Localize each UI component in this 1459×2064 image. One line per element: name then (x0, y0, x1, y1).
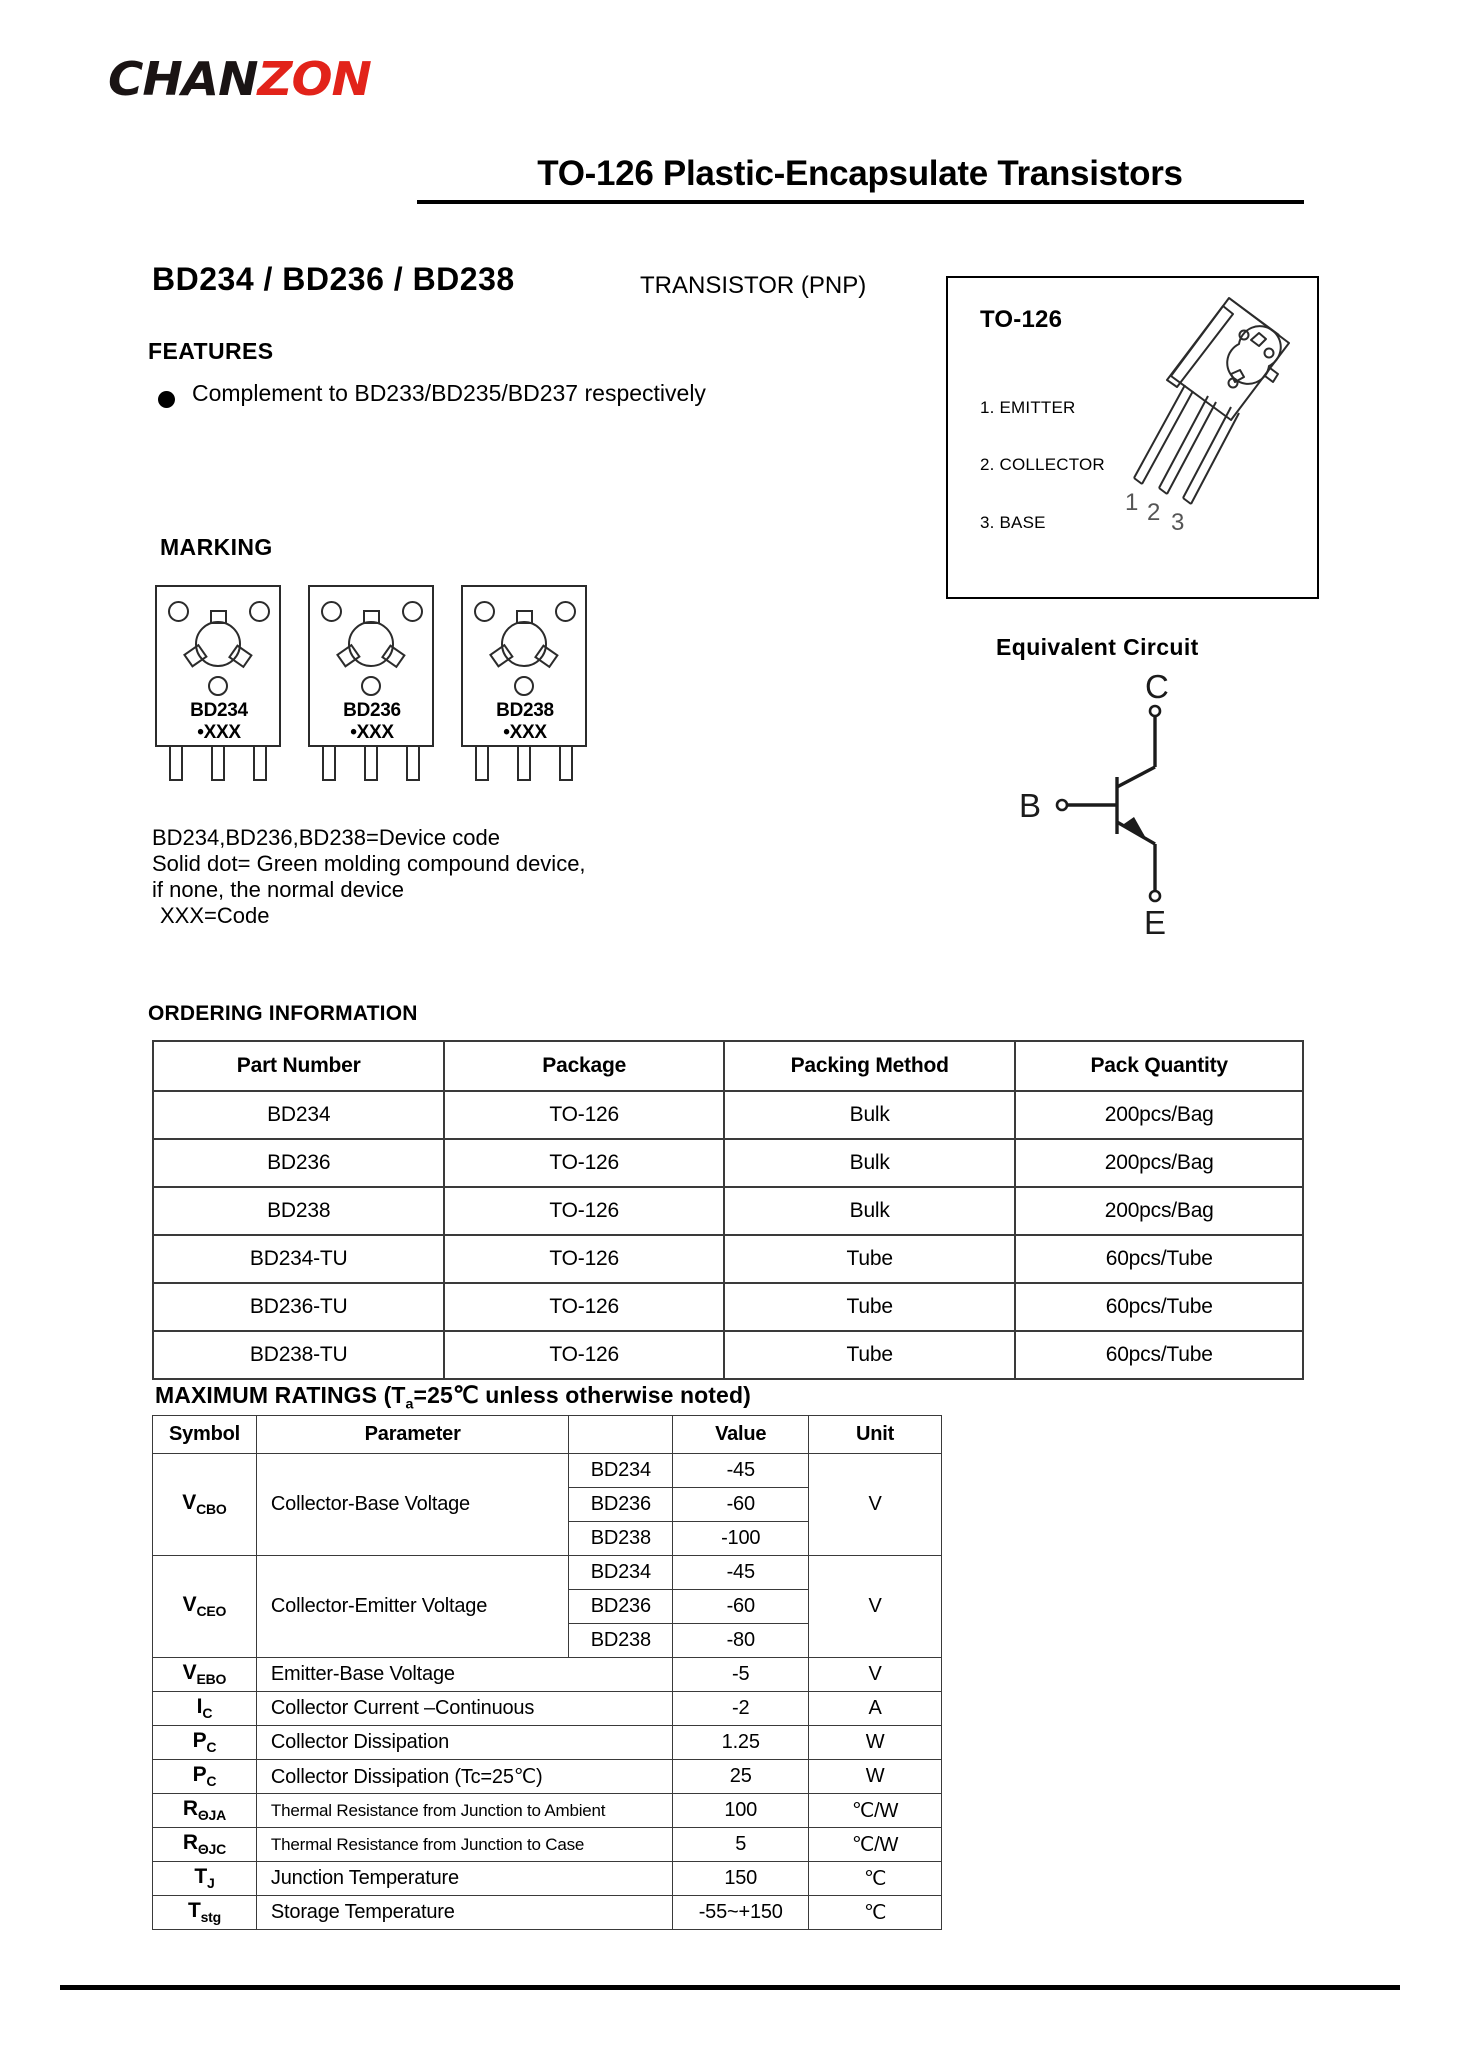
lead-2 (364, 745, 378, 781)
symbol-sub: C (206, 1739, 217, 1756)
marking-package-0 (155, 585, 283, 780)
lead-3 (406, 745, 420, 781)
footer-divider (60, 1985, 1400, 1990)
cell-device: BD238 (569, 1624, 673, 1658)
col-pack-quantity: Pack Quantity (1015, 1041, 1303, 1091)
symbol-main: V (182, 1661, 197, 1685)
table-row (153, 1235, 1303, 1283)
cell-packing-method: Bulk (724, 1187, 1015, 1235)
marking-dot-hole-icon (514, 676, 534, 696)
pin-label-1: 1. EMITTER (980, 398, 1076, 417)
cell-part-number: BD236 (153, 1139, 444, 1187)
cell-part-number: BD238-TU (153, 1331, 444, 1379)
cell-value: -60 (673, 1488, 809, 1522)
table-row (153, 1091, 1303, 1139)
page-title: TO-126 Plastic-Encapsulate Transistors (537, 154, 1183, 193)
ordering-information-table (152, 1040, 1304, 1380)
lead-3 (253, 745, 267, 781)
bullet-icon (158, 391, 175, 408)
cell-symbol-ic (153, 1692, 257, 1726)
marking-heading: MARKING (160, 534, 273, 560)
cell-packing-method: Bulk (724, 1139, 1015, 1187)
marking-code-0: BD234 (190, 700, 248, 721)
symbol-sub: stg (200, 1909, 221, 1926)
ratings-heading-suffix: =25℃ unless otherwise noted) (413, 1382, 751, 1408)
terminal-label-c: C (1145, 668, 1169, 705)
symbol-main: P (192, 1763, 207, 1787)
cell-packing-method: Bulk (724, 1091, 1015, 1139)
marking-package-2 (461, 585, 589, 780)
table-row (153, 1862, 942, 1896)
cell-unit: A (809, 1692, 942, 1726)
marking-note-1: Solid dot= Green molding compound device, (152, 851, 586, 876)
table-row (153, 1658, 942, 1692)
cell-parameter-tj: Junction Temperature (256, 1862, 672, 1896)
cell-unit: V (809, 1658, 942, 1692)
cell-package: TO-126 (444, 1331, 724, 1379)
cell-package: TO-126 (444, 1283, 724, 1331)
cell-symbol-vebo (153, 1658, 257, 1692)
cell-part-number: BD238 (153, 1187, 444, 1235)
cell-package: TO-126 (444, 1139, 724, 1187)
equivalent-circuit-title: Equivalent Circuit (996, 634, 1199, 660)
cell-device: BD236 (569, 1590, 673, 1624)
cell-value: 5 (673, 1828, 809, 1862)
title-divider (417, 200, 1304, 204)
cell-unit: W (809, 1760, 942, 1794)
marking-package-1 (308, 585, 436, 780)
cell-unit: ℃/W (809, 1794, 942, 1828)
lead-1 (322, 745, 336, 781)
lead-1 (169, 745, 183, 781)
cell-pack-quantity: 60pcs/Tube (1015, 1235, 1303, 1283)
symbol-main: P (192, 1729, 207, 1753)
cell-parameter-vcbo: Collector-Base Voltage (256, 1454, 568, 1556)
cell-parameter-pc-2: Collector Dissipation (Tc=25℃) (256, 1760, 672, 1794)
cell-pack-quantity: 200pcs/Bag (1015, 1187, 1303, 1235)
symbol-main: V (182, 1593, 197, 1617)
lead-2 (517, 745, 531, 781)
cell-value: -100 (673, 1522, 809, 1556)
package-title: TO-126 (980, 306, 1063, 333)
marking-dot-hole-icon (208, 676, 228, 696)
cell-value: -2 (673, 1692, 809, 1726)
svg-text:1: 1 (1125, 489, 1139, 516)
col-device (569, 1416, 673, 1454)
table-row (153, 1187, 1303, 1235)
cell-parameter-vceo: Collector-Emitter Voltage (256, 1556, 568, 1658)
symbol-main: V (182, 1491, 197, 1515)
cell-packing-method: Tube (724, 1331, 1015, 1379)
cell-packing-method: Tube (724, 1283, 1015, 1331)
to126-package-drawing-icon (1111, 288, 1311, 588)
marking-code-1: BD236 (343, 700, 401, 721)
chanzon-logo (108, 52, 371, 106)
marking-notes (152, 825, 586, 929)
cell-packing-method: Tube (724, 1235, 1015, 1283)
symbol-sub: EBO (196, 1671, 227, 1688)
cell-package: TO-126 (444, 1091, 724, 1139)
logo-text-chan: CHAN (108, 52, 258, 106)
table-row (153, 1692, 942, 1726)
cell-value: -80 (673, 1624, 809, 1658)
col-symbol: Symbol (153, 1416, 257, 1454)
cell-parameter-rthja: Thermal Resistance from Junction to Ambient (256, 1794, 672, 1828)
cell-value: 1.25 (673, 1726, 809, 1760)
cell-symbol-vcbo (153, 1454, 257, 1556)
cell-value: 25 (673, 1760, 809, 1794)
table-header-row (153, 1041, 1303, 1091)
cell-part-number: BD234 (153, 1091, 444, 1139)
cell-parameter-pc-1: Collector Dissipation (256, 1726, 672, 1760)
pin-label-2: 2. COLLECTOR (980, 455, 1105, 474)
cell-symbol-rthjc (153, 1828, 257, 1862)
feature-item-0: Complement to BD233/BD235/BD237 respectively (192, 380, 706, 406)
cell-parameter-vebo: Emitter-Base Voltage (256, 1658, 672, 1692)
cell-part-number: BD236-TU (153, 1283, 444, 1331)
svg-text:2: 2 (1147, 499, 1161, 526)
table-row (153, 1794, 942, 1828)
features-heading: FEATURES (148, 338, 274, 364)
cell-pack-quantity: 200pcs/Bag (1015, 1139, 1303, 1187)
symbol-main: T (187, 1899, 201, 1923)
symbol-sub: C (206, 1773, 217, 1790)
cell-device: BD236 (569, 1488, 673, 1522)
cell-parameter-rthjc: Thermal Resistance from Junction to Case (256, 1828, 672, 1862)
cell-unit: ℃ (809, 1896, 942, 1930)
table-row (153, 1331, 1303, 1379)
cell-symbol-rthja (153, 1794, 257, 1828)
cell-pack-quantity: 60pcs/Tube (1015, 1283, 1303, 1331)
lead-3 (559, 745, 573, 781)
ratings-heading-sub: a (405, 1396, 414, 1413)
package-emblem-icon (185, 611, 251, 677)
cell-value: -45 (673, 1556, 809, 1590)
marking-xxx-1: •XXX (350, 722, 394, 743)
symbol-sub: ΘJC (197, 1841, 227, 1858)
package-emblem-icon (338, 611, 404, 677)
cell-value: -55~+150 (673, 1896, 809, 1930)
terminal-label-b: B (1019, 787, 1042, 824)
ordering-information-heading: ORDERING INFORMATION (148, 1002, 418, 1025)
cell-parameter-tstg: Storage Temperature (256, 1896, 672, 1930)
col-unit: Unit (809, 1416, 942, 1454)
symbol-sub: C (202, 1705, 213, 1722)
cell-pack-quantity: 200pcs/Bag (1015, 1091, 1303, 1139)
transistor-type-label: TRANSISTOR (PNP) (640, 272, 867, 299)
cell-package: TO-126 (444, 1235, 724, 1283)
cell-value: -5 (673, 1658, 809, 1692)
maximum-ratings-heading (155, 1382, 751, 1413)
symbol-main: R (182, 1831, 198, 1855)
maximum-ratings-table (152, 1415, 942, 1930)
col-part-number: Part Number (153, 1041, 444, 1091)
table-row (153, 1139, 1303, 1187)
table-row (153, 1454, 942, 1488)
cell-symbol-pc-2 (153, 1760, 257, 1794)
table-row (153, 1556, 942, 1590)
cell-device: BD234 (569, 1556, 673, 1590)
col-packing-method: Packing Method (724, 1041, 1015, 1091)
cell-unit: ℃ (809, 1862, 942, 1896)
table-row (153, 1726, 942, 1760)
marking-xxx-2: •XXX (503, 722, 547, 743)
cell-unit-vceo: V (809, 1556, 942, 1658)
marking-diagrams (155, 585, 615, 820)
symbol-sub: ΘJA (197, 1807, 227, 1824)
table-row (153, 1896, 942, 1930)
cell-pack-quantity: 60pcs/Tube (1015, 1331, 1303, 1379)
marking-code-2: BD238 (496, 700, 554, 721)
marking-xxx-0: •XXX (197, 722, 241, 743)
package-outline-box (946, 276, 1319, 599)
col-value: Value (673, 1416, 809, 1454)
symbol-sub: CBO (196, 1501, 227, 1518)
table-row (153, 1828, 942, 1862)
ratings-heading-prefix: MAXIMUM RATINGS (T (155, 1382, 406, 1408)
symbol-main: I (196, 1695, 203, 1719)
cell-device: BD234 (569, 1454, 673, 1488)
table-header-row (153, 1416, 942, 1454)
symbol-sub: CEO (196, 1603, 227, 1620)
col-package: Package (444, 1041, 724, 1091)
cell-unit: W (809, 1726, 942, 1760)
symbol-main: R (182, 1797, 198, 1821)
cell-part-number: BD234-TU (153, 1235, 444, 1283)
cell-device: BD238 (569, 1522, 673, 1556)
table-row (153, 1283, 1303, 1331)
col-parameter: Parameter (256, 1416, 568, 1454)
pnp-transistor-symbol-icon (1005, 668, 1235, 941)
mounting-hole-right-icon (249, 601, 270, 622)
marking-note-2: if none, the normal device (152, 877, 404, 902)
cell-value: -45 (673, 1454, 809, 1488)
marking-note-0: BD234,BD236,BD238=Device code (152, 825, 500, 850)
cell-symbol-tj (153, 1862, 257, 1896)
table-row (153, 1760, 942, 1794)
cell-unit: ℃/W (809, 1828, 942, 1862)
part-numbers-heading: BD234 / BD236 / BD238 (152, 261, 515, 297)
cell-symbol-pc-1 (153, 1726, 257, 1760)
terminal-label-e: E (1144, 904, 1167, 941)
cell-symbol-tstg (153, 1896, 257, 1930)
lead-1 (475, 745, 489, 781)
pin-label-3: 3. BASE (980, 513, 1046, 532)
lead-2 (211, 745, 225, 781)
marking-dot-hole-icon (361, 676, 381, 696)
cell-parameter-ic: Collector Current –Continuous (256, 1692, 672, 1726)
cell-value: 100 (673, 1794, 809, 1828)
cell-unit-vcbo: V (809, 1454, 942, 1556)
cell-symbol-vceo (153, 1556, 257, 1658)
mounting-hole-right-icon (402, 601, 423, 622)
cell-package: TO-126 (444, 1187, 724, 1235)
cell-value: -60 (673, 1590, 809, 1624)
logo-text-zon: ZON (257, 52, 371, 106)
mounting-hole-right-icon (555, 601, 576, 622)
marking-note-3: XXX=Code (160, 903, 270, 928)
svg-text:3: 3 (1171, 509, 1185, 536)
cell-value: 150 (673, 1862, 809, 1896)
symbol-main: T (194, 1865, 207, 1889)
symbol-sub: J (206, 1875, 215, 1892)
package-emblem-icon (491, 611, 557, 677)
